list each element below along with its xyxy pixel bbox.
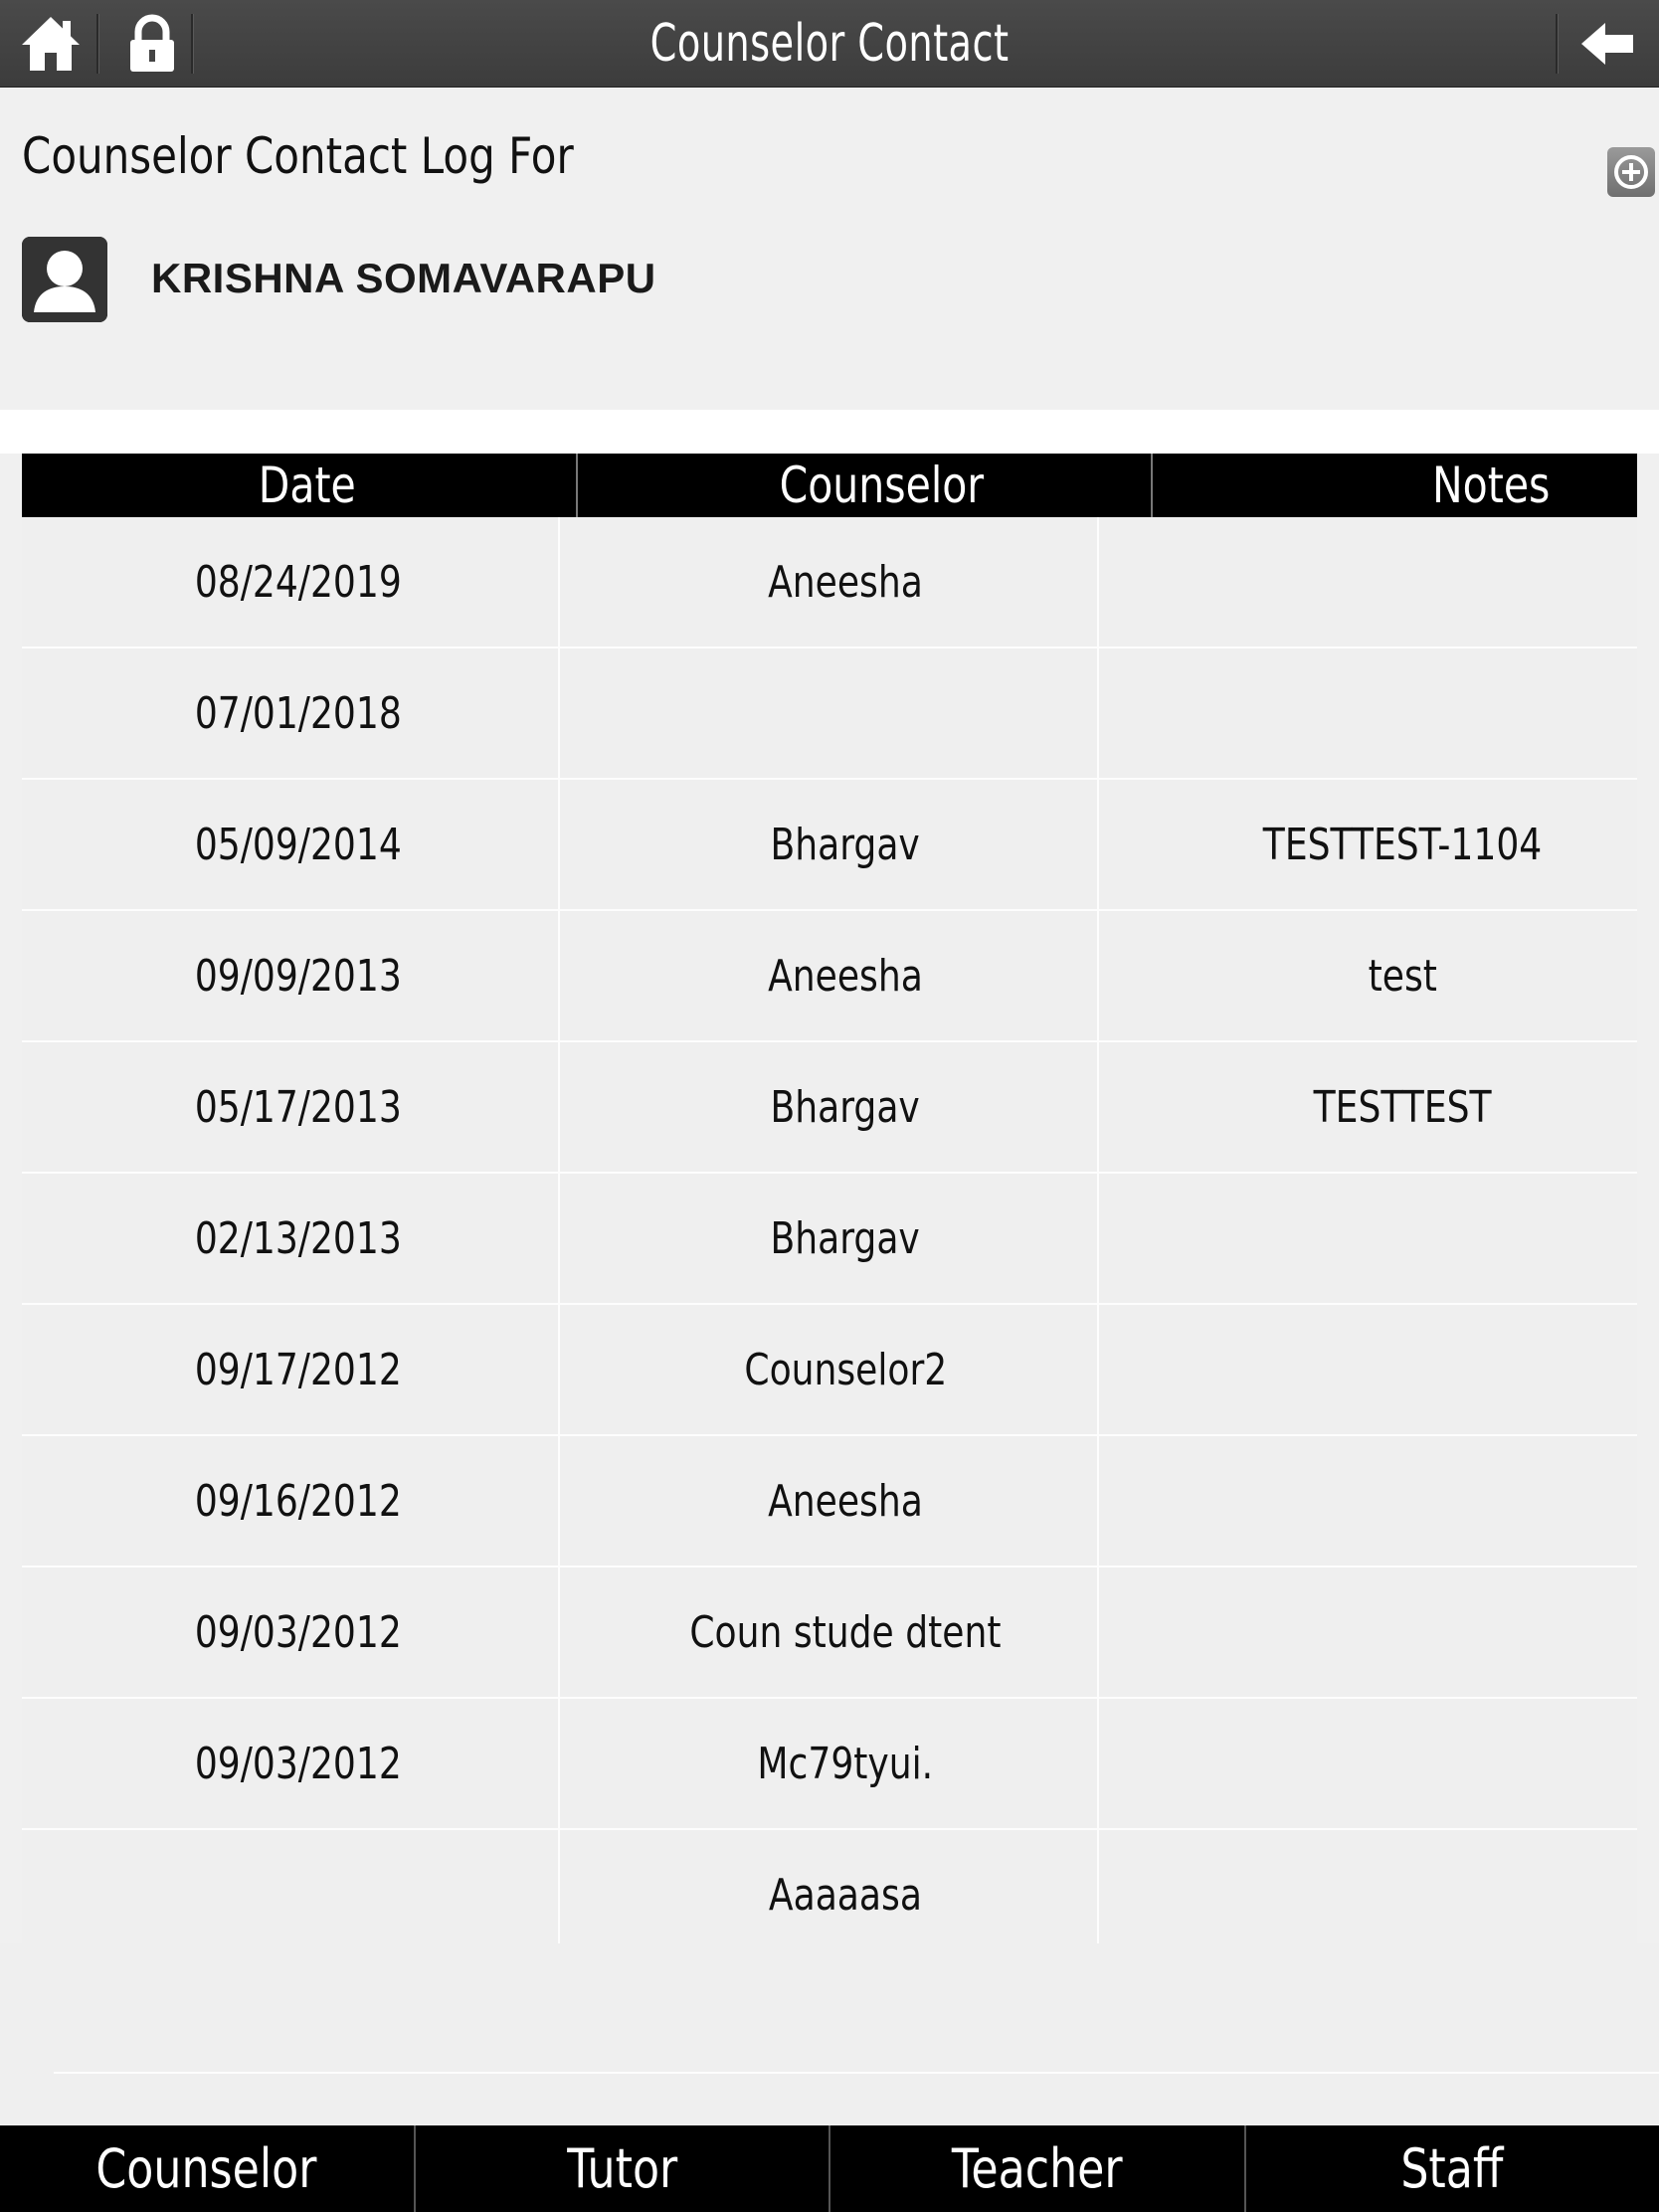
tab-teacher[interactable]: Teacher — [830, 2125, 1246, 2212]
notes-cell — [1099, 1305, 1637, 1434]
notes-cell: TESTTEST-1104 — [1263, 819, 1543, 870]
notes-cell: TESTTEST — [1314, 1081, 1492, 1133]
date-cell: 09/03/2012 — [22, 1699, 560, 1828]
tab-staff[interactable]: Staff — [1400, 2137, 1504, 2200]
table-row[interactable] — [22, 517, 1637, 648]
counselor-cell: Aneesha — [560, 517, 1099, 646]
home-button[interactable] — [2, 0, 98, 87]
counselor-cell: Aneesha — [560, 911, 1099, 1040]
counselor-cell: Bhargav — [560, 1042, 1099, 1172]
page-title: Counselor Contact — [649, 13, 1010, 74]
table-row[interactable] — [22, 1042, 1637, 1174]
bottom-tab-bar — [0, 2125, 1659, 2212]
counselor-cell: Bhargav — [560, 780, 1099, 909]
counselor-cell: Bhargav — [560, 1174, 1099, 1303]
column-header-date: Date — [22, 454, 578, 517]
table-header — [22, 454, 1637, 517]
notes-cell — [1099, 1174, 1637, 1303]
table-empty-area — [0, 1943, 1659, 2125]
notes-cell — [1099, 517, 1637, 646]
section-divider — [0, 410, 1659, 454]
counselor-cell: Aneesha — [560, 1436, 1099, 1566]
notes-cell — [1099, 1830, 1637, 1959]
header-section — [0, 88, 1659, 410]
table-row[interactable] — [22, 780, 1637, 911]
notes-cell — [1099, 1436, 1637, 1566]
notes-cell: test — [1368, 950, 1438, 1002]
toolbar-separator — [96, 14, 99, 74]
notes-cell — [1099, 648, 1637, 778]
date-cell: 08/24/2019 — [22, 517, 560, 646]
date-cell — [22, 1830, 560, 1959]
table-row[interactable] — [22, 1174, 1637, 1305]
contact-log-table — [22, 454, 1637, 1961]
back-arrow-icon — [1577, 19, 1637, 69]
notes-cell — [1099, 1699, 1637, 1828]
tab-tutor[interactable]: Tutor — [416, 2125, 831, 2212]
table-row[interactable] — [22, 1436, 1637, 1567]
home-icon — [18, 11, 84, 77]
student-name: KRISHNA SOMAVARAPU — [151, 255, 656, 301]
notes-cell — [1099, 1567, 1637, 1697]
add-contact-button[interactable] — [1607, 147, 1655, 197]
date-cell: 02/13/2013 — [22, 1174, 560, 1303]
counselor-cell: Mc79tyui. — [560, 1699, 1099, 1828]
top-bar — [0, 0, 1659, 88]
table-row[interactable] — [22, 1830, 1637, 1961]
counselor-cell: Coun stude dtent — [560, 1567, 1099, 1697]
add-icon — [1612, 153, 1650, 191]
row-divider — [54, 2072, 1659, 2074]
table-row[interactable] — [22, 648, 1637, 780]
date-cell: 07/01/2018 — [22, 648, 560, 778]
date-cell: 09/16/2012 — [22, 1436, 560, 1566]
date-cell: 05/17/2013 — [22, 1042, 560, 1172]
log-title: Counselor Contact Log For — [22, 127, 574, 185]
date-cell: 09/17/2012 — [22, 1305, 560, 1434]
back-button[interactable] — [1558, 0, 1657, 87]
column-header-notes: Notes — [1432, 457, 1551, 514]
avatar — [22, 237, 107, 322]
date-cell: 05/09/2014 — [22, 780, 560, 909]
avatar-icon — [22, 237, 107, 322]
table-row[interactable] — [22, 911, 1637, 1042]
table-row[interactable] — [22, 1699, 1637, 1830]
date-cell: 09/03/2012 — [22, 1567, 560, 1697]
counselor-cell: Counselor2 — [560, 1305, 1099, 1434]
date-cell: 09/09/2013 — [22, 911, 560, 1040]
counselor-cell — [560, 648, 1099, 778]
column-header-counselor: Counselor — [578, 454, 1153, 517]
tab-counselor[interactable]: Counselor — [0, 2125, 416, 2212]
table-row[interactable] — [22, 1567, 1637, 1699]
counselor-cell: Aaaaasa — [560, 1830, 1099, 1959]
table-row[interactable] — [22, 1305, 1637, 1436]
